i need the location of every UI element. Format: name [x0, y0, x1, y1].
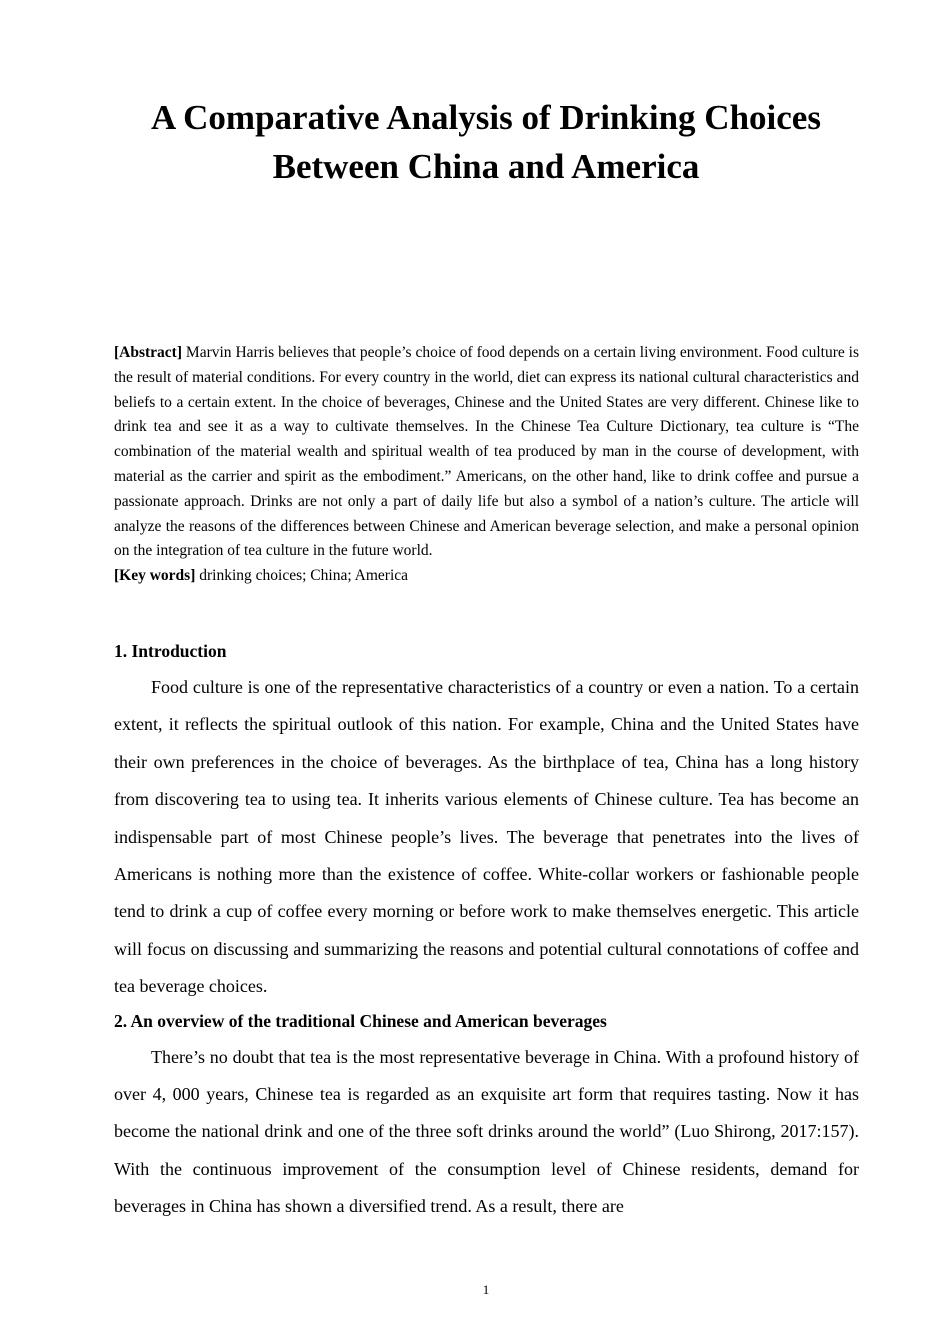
body-text [114, 638, 859, 1226]
abstract-block [114, 341, 859, 589]
abstract-label: [Abstract] [114, 344, 183, 361]
section-heading-introduction: 1. Introduction [114, 641, 227, 661]
page-number: 1 [482, 1282, 490, 1297]
section-paragraph-overview: There’s no doubt that tea is the most representative beverage in China. With a profound history of over 4, 000 years, Chinese tea is regarded as an exquisite art form that requires tasting. Now it has become the national drink and one of the three soft drinks around the world” (Luo Shirong, 2017:157). With the continuous improvement of the consumption level of Chinese residents, demand for beverages in China has shown a diversified trend. As a result, there are [114, 1046, 859, 1217]
keywords-label: [Key words] [114, 567, 196, 585]
section-paragraph-introduction: Food culture is one of the representative characteristics of a country or even a nation. To a certain extent, it reflects the spiritual outlook of this nation. For example, China and the United States have their own preferences in the choice of beverages. As the birthplace of tea, China has a long history from discovering tea to using tea. It inherits various elements of Chinese culture. Tea has become an indispensable part of most Chinese people’s lives. The beverage that penetrates into the lives of Americans is nothing more than the existence of coffee. White-collar workers or fashionable people tend to drink a cup of coffee every morning or before work to make themselves energetic. This article will focus on discussing and summarizing the reasons and potential cultural connotations of coffee and tea beverage choices. [114, 677, 859, 997]
title-line-1: A Comparative Analysis of Drinking Choices [151, 98, 821, 137]
keywords-paragraph [114, 564, 859, 589]
paper-title [100, 93, 872, 191]
abstract-text: Marvin Harris believes that people’s choice of food depends on a certain living environment. Food culture is the result of material conditions. For every country in the world, diet can express its national cultural characteristics and beliefs to a certain extent. In the choice of beverages, Chinese and the United States are very different. Chinese like to drink tea and see it as a way to cultivate themselves. In the Chinese Tea Culture Dictionary, tea culture is “The combination of the material wealth and spiritual wealth of tea produced by man in the course of development, with material as the carrier and spirit as the embodiment.” Americans, on the other hand, like to drink coffee and pursue a passionate approach. Drinks are not only a part of daily life but also a symbol of a nation’s culture. The article will analyze the reasons of the differences between Chinese and American beverage selection, and make a personal opinion on the integration of tea culture in the future world. [114, 344, 860, 560]
abstract-paragraph [114, 341, 859, 564]
keywords-text: drinking choices; China; America [199, 567, 409, 585]
section-heading-overview: 2. An overview of the traditional Chinese and American beverages [114, 1010, 607, 1031]
title-line-2: Between China and America [272, 147, 700, 186]
